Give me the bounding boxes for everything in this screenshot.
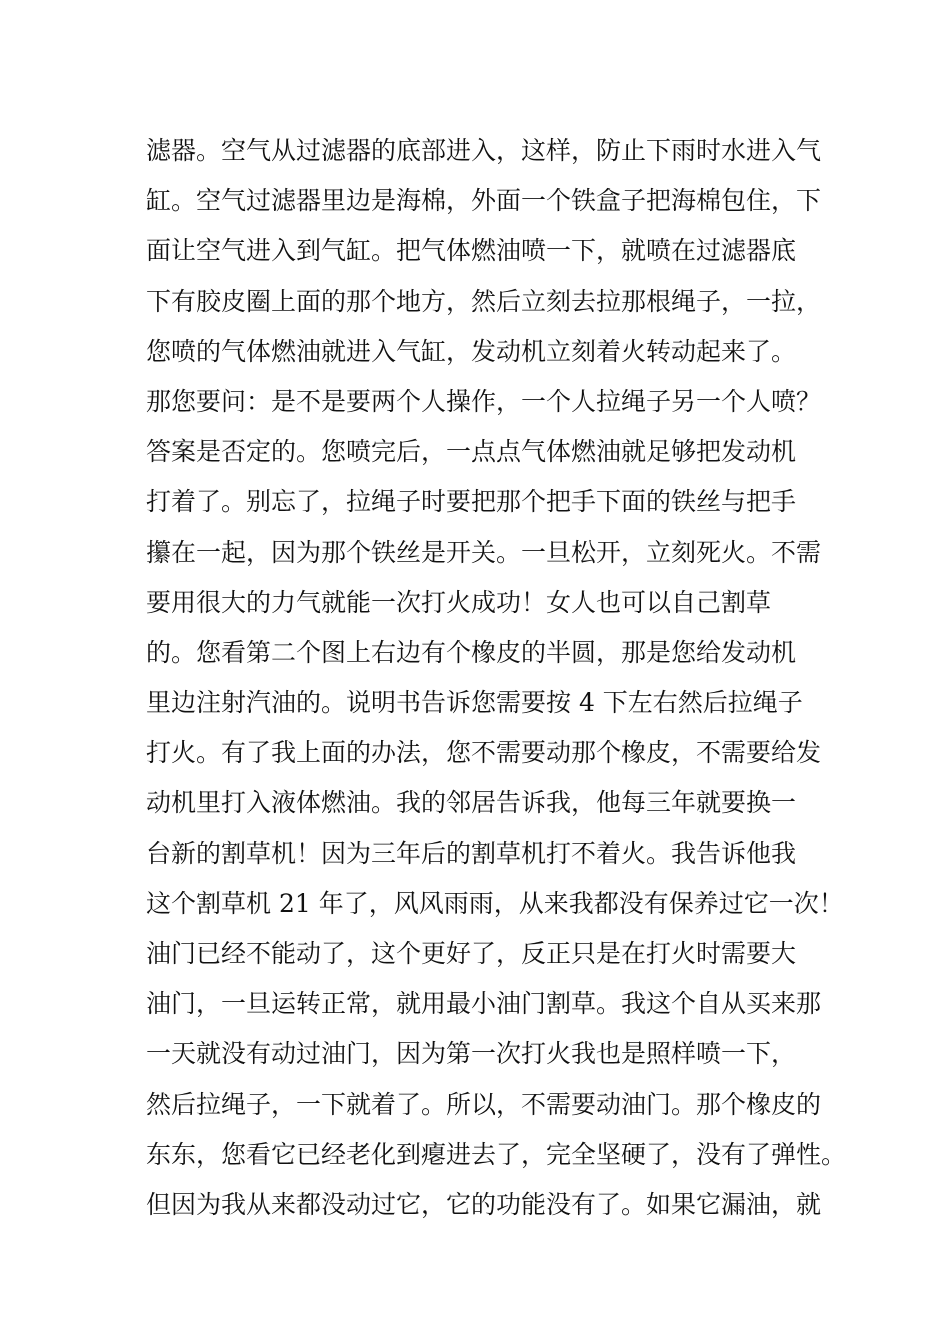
text-line: 动机里打入液体燃油。我的邻居告诉我，他每三年就要换一: [146, 788, 797, 818]
text-line: 东东，您看它已经老化到瘪进去了，完全坚硬了，没有了弹性。: [146, 1139, 847, 1169]
text-line: 答案是否定的。您喷完后，一点点气体燃油就足够把发动机: [146, 437, 797, 467]
text-line: 油门已经不能动了，这个更好了，反正只是在打火时需要大: [146, 939, 797, 968]
text-line: 面让空气进入到气缸。把气体燃油喷一下，就喷在过滤器底: [146, 236, 797, 266]
text-line: 攥在一起，因为那个铁丝是开关。一旦松开，立刻死火。不需: [146, 537, 822, 567]
text-line: 的。您看第二个图上右边有个橡皮的半圆，那是您给发动机: [146, 637, 797, 667]
text-line: 打着了。别忘了，拉绳子时要把那个把手下面的铁丝与把手: [146, 487, 797, 517]
text-line: 但因为我从来都没动过它，它的功能没有了。如果它漏油，就: [146, 1189, 822, 1219]
text-line: 里边注射汽油的。说明书告诉您需要按 4 下左右然后拉绳子: [146, 688, 803, 718]
text-line: 缸。空气过滤器里边是海棉，外面一个铁盒子把海棉包住，下: [146, 186, 822, 216]
text-line: 打火。有了我上面的办法，您不需要动那个橡皮，不需要给发: [146, 738, 822, 768]
text-line: 您喷的气体燃油就进入气缸，发动机立刻着火转动起来了。: [146, 336, 797, 366]
text-line: 滤器。空气从过滤器的底部进入，这样，防止下雨时水进入气: [146, 136, 822, 165]
text-line: 这个割草机 21 年了，风风雨雨，从来我都没有保养过它一次！: [146, 888, 844, 918]
text-line: 台新的割草机！因为三年后的割草机打不着火。我告诉他我: [146, 838, 797, 868]
text-line: 然后拉绳子，一下就着了。所以，不需要动油门。那个橡皮的: [146, 1089, 822, 1119]
text-line: 下有胶皮圈上面的那个地方，然后立刻去拉那根绳子，一拉，: [146, 286, 822, 316]
text-line: 那您要问：是不是要两个人操作，一个人拉绳子另一个人喷？: [146, 386, 822, 416]
body-text: [146, 126, 847, 1230]
text-line: 油门，一旦运转正常，就用最小油门割草。我这个自从买来那: [146, 989, 822, 1019]
text-line: 要用很大的力气就能一次打火成功！女人也可以自己割草: [146, 587, 772, 617]
text-line: 一天就没有动过油门，因为第一次打火我也是照样喷一下，: [146, 1039, 797, 1069]
